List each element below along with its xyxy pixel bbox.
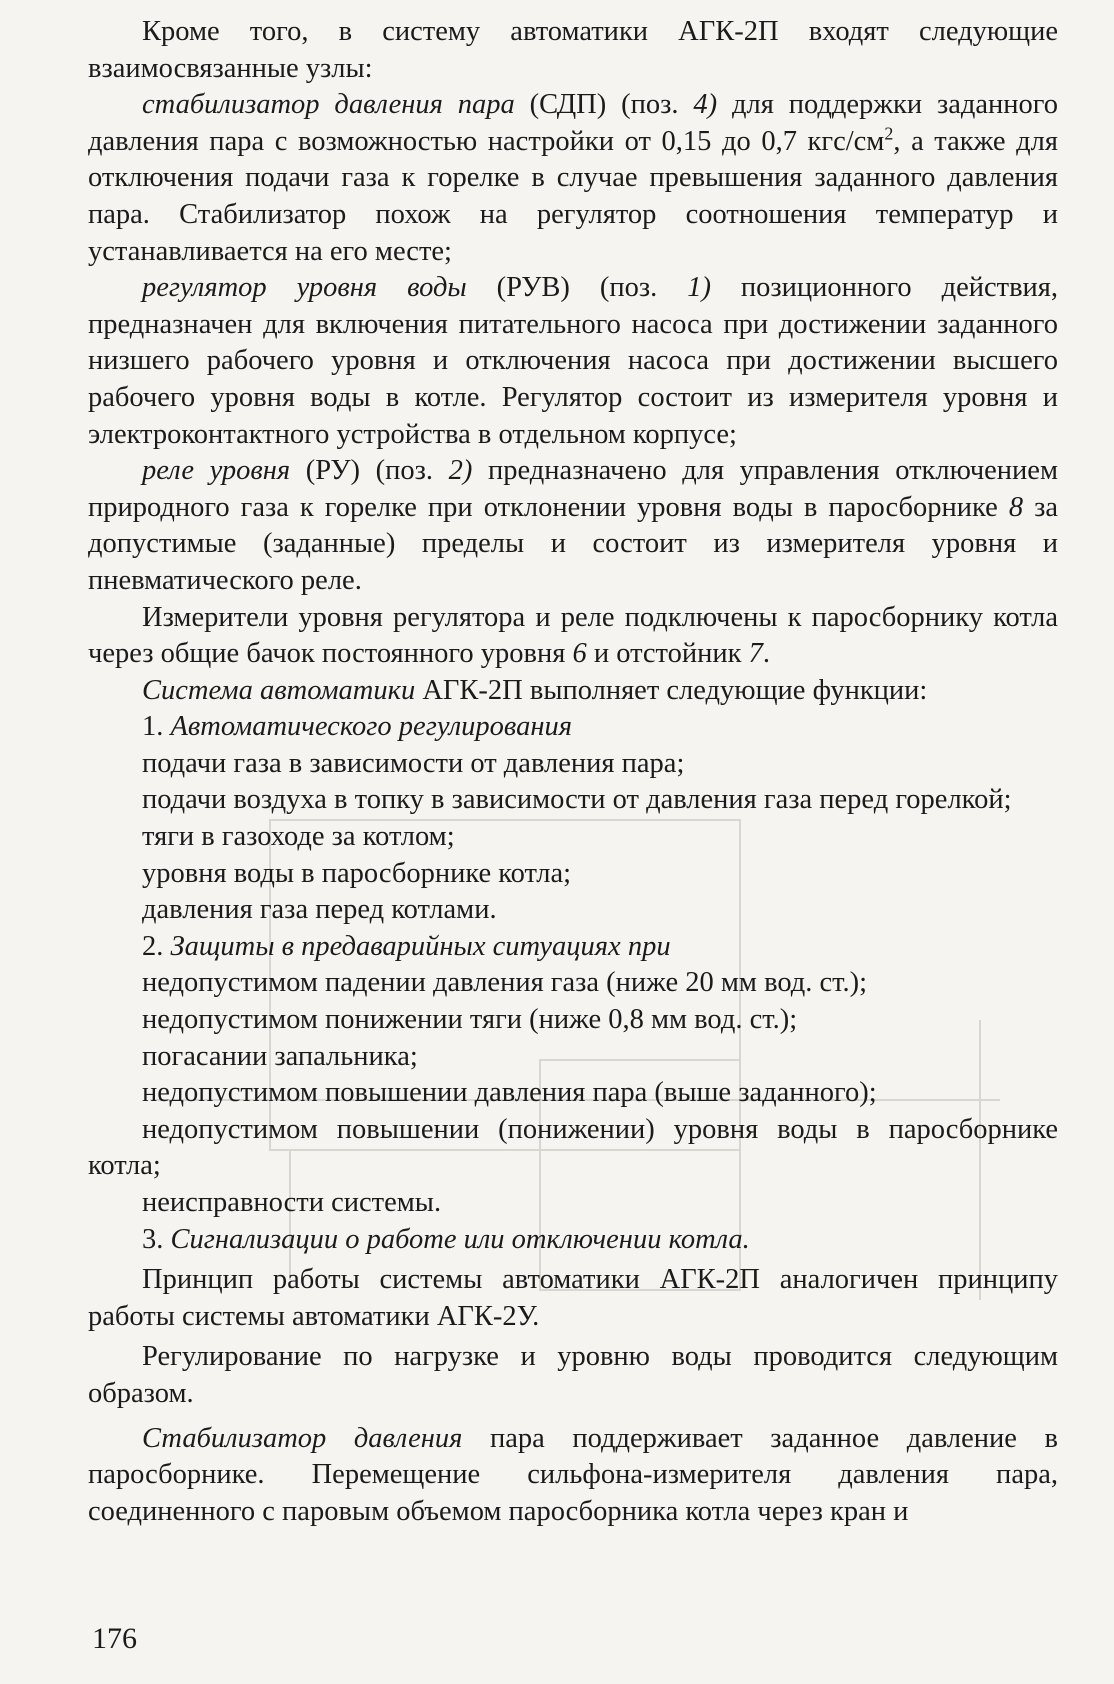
position-ref: 6 [572, 638, 587, 670]
text-span: , а также для отключения подачи газа к горелке в случае превышения заданного давления пара. Стабилизатор похож на регулятор соотношения температур и устанавливается на его месте; [88, 125, 1058, 267]
text-span: за допустимые (заданные) пределы и состоит из измерителя уровня и пневматического реле. [88, 491, 1058, 596]
text-span: АГК-2П выполняет следующие функции: [415, 674, 928, 706]
section-title: Защиты в предаварийных ситуациях при [170, 930, 671, 962]
superscript: 2 [884, 123, 894, 144]
list-item: недопустимом понижении тяги (ниже 0,8 мм вод. ст.); [142, 1004, 798, 1036]
term-system: Система автоматики [142, 674, 416, 706]
paragraph-intro: Кроме того, в систему автоматики АГК-2П входят следующие взаимосвязанные узлы: [88, 16, 1058, 84]
section-heading-2 [88, 929, 1058, 966]
text-span: . [762, 638, 770, 670]
paragraph-principle: Принцип работы системы автоматики АГК-2П аналогичен принципу работы системы автоматики АГК-2У. [88, 1264, 1058, 1332]
list-item: подачи газа в зависимости от давления пара; [142, 747, 685, 779]
text-span: пара поддерживает заданное давление в паросборнике. Перемещение сильфона-измерителя давления пара, соединенного с паровым объемом паросборника котла через кран и [88, 1422, 1058, 1527]
term-sdp: стабилизатор давления пара [142, 89, 515, 121]
list-item: подачи воздуха в топку в зависимости от давления газа перед горелкой; [142, 784, 1012, 816]
section-number: 2. [142, 930, 171, 962]
term-stabilizer: Стабилизатор давления [142, 1422, 463, 1454]
section-title: Сигнализации о работе или отключении котла. [170, 1223, 750, 1255]
paragraph-functions [88, 673, 1058, 710]
text-span: (РУ) (поз. [290, 455, 449, 487]
section-number: 3. [142, 1223, 171, 1255]
list-item: тяги в газоходе за котлом; [142, 821, 455, 853]
paragraph-ru [88, 453, 1058, 599]
paragraph-ruv [88, 270, 1058, 453]
term-ru: реле уровня [142, 455, 291, 487]
list-item: недопустимом падении давления газа (ниже 20 мм вод. ст.); [142, 967, 868, 999]
position-ref: 1) [687, 272, 711, 304]
position-ref: 7 [748, 638, 763, 670]
paragraph-regulation: Регулирование по нагрузке и уровню воды проводится следующим образом. [88, 1341, 1058, 1409]
paragraph-meters [88, 600, 1058, 673]
section-heading-1 [88, 709, 1058, 746]
text-span: (РУВ) (поз. [466, 272, 688, 304]
position-ref: 8 [1008, 491, 1024, 523]
text-span: (СДП) (поз. [514, 89, 694, 121]
list-item: недопустимом повышении давления пара (выше заданного); [142, 1077, 877, 1109]
text-span: Измерители уровня регулятора и реле подключены к паросборнику котла через общие бачок постоянного уровня [88, 601, 1058, 670]
body-text [88, 14, 1058, 1530]
list-item: погасании запальника; [142, 1040, 418, 1072]
text-span: позиционного действия, предназначен для включения питательного насоса при достижении заданного низшего рабочего уровня и отключения насоса при достижении высшего рабочего уровня воды в котле. Регулятор состоит из измерителя уровня и электроконтактного устройства в отдельном корпусе; [88, 272, 1059, 450]
page-number: 176 [92, 1622, 137, 1655]
list-item: недопустимом повышении (понижении) уровня воды в паросборнике котла; [88, 1113, 1058, 1182]
text-span: предназначено для управления отключением природного газа к горелке при отклонении уровня воды в паросборнике [88, 455, 1058, 523]
paragraph-stabilizer [88, 1421, 1058, 1531]
term-ruv: регулятор уровня воды [142, 272, 467, 304]
position-ref: 2) [448, 455, 473, 487]
section-title: Автоматического регулирования [170, 711, 572, 743]
paragraph-sdp [88, 87, 1058, 270]
list-item: давления газа перед котлами. [142, 894, 497, 926]
list-item: уровня воды в паросборнике котла; [142, 857, 572, 889]
position-ref: 4) [693, 89, 718, 121]
text-span: и отстойник [586, 638, 749, 670]
section-number: 1. [142, 711, 171, 743]
section-heading-3 [88, 1222, 1058, 1259]
text-span: для поддержки заданного давления пара с возможностью настройки от 0,15 до 0,7 кгс/см [88, 89, 1058, 157]
list-item: неисправности системы. [142, 1187, 442, 1218]
